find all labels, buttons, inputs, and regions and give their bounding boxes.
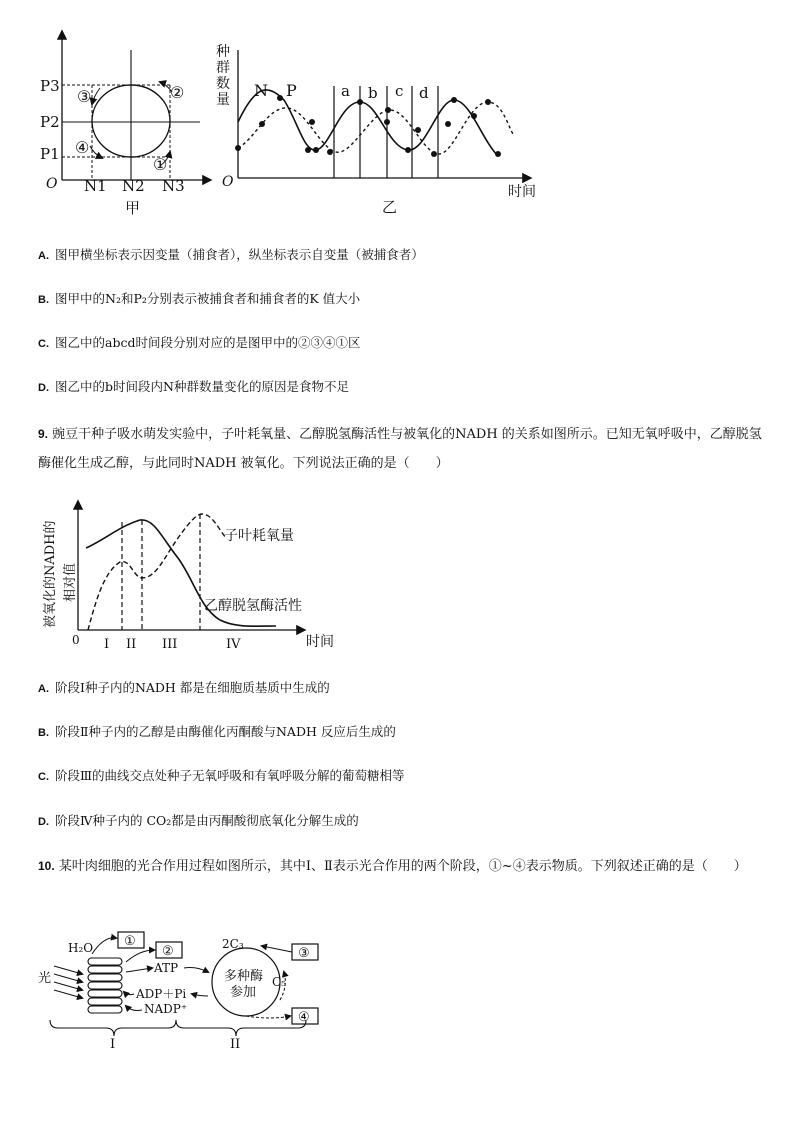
jia-region-1: ① — [153, 155, 168, 174]
yi-period-c: c — [395, 82, 404, 100]
q8-option-a[interactable]: A. 图甲横坐标表示因变量（捕食者），纵坐标表示自变量（被捕食者） — [38, 247, 424, 262]
jia-region-4: ④ — [75, 138, 90, 157]
q8-option-d[interactable]: D. 图乙中的b时间段内N种群数量变化的原因是食物不足 — [38, 379, 349, 394]
q9-label-oxygen: 子叶耗氧量 — [224, 528, 294, 544]
q10-c5: C₅ — [272, 975, 286, 989]
q9-option-b[interactable]: B. 阶段Ⅱ种子内的乙醇是由酶催化丙酮酸与NADH 反应后生成的 — [38, 724, 396, 739]
q9-stage-4: IV — [226, 637, 241, 652]
yi-period-d: d — [419, 84, 429, 102]
yi-period-b: b — [368, 84, 378, 102]
q10-enzyme-1: 多种酶 — [224, 969, 264, 984]
q9-stage-3: III — [162, 637, 178, 652]
yi-ylabel-3: 数 — [216, 76, 230, 92]
q10-light: 光 — [38, 971, 52, 986]
yi-ylabel-2: 群 — [216, 60, 230, 76]
yi-caption: 乙 — [382, 198, 398, 216]
q10-atp: ATP — [154, 961, 179, 975]
q9-ylabel-1: 被氧化的NADH的 — [43, 520, 58, 628]
figure-yi — [212, 40, 552, 218]
jia-xtick-n3: N3 — [162, 177, 185, 195]
q8-option-b[interactable]: B. 图甲中的N₂和P₂分别表示被捕食者和捕食者的K 值大小 — [38, 291, 361, 306]
q9-origin: 0 — [72, 633, 80, 647]
q10-stage-1: I — [110, 1037, 116, 1052]
yi-curve-p — [238, 102, 514, 154]
q10-enzyme-2: 参加 — [230, 985, 257, 1000]
q10-stage-2: II — [230, 1037, 241, 1052]
q9-xlabel: 时间 — [306, 634, 334, 650]
jia-origin: O — [46, 176, 58, 192]
jia-xtick-n1: N1 — [84, 177, 107, 195]
q10-h2o: H₂O — [68, 941, 94, 955]
q10-box-2-label: ② — [162, 944, 174, 959]
jia-ytick-p2: P2 — [40, 113, 60, 131]
q8-option-c[interactable]: C. 图乙中的abcd时间段分别对应的是图甲中的②③④①区 — [38, 335, 361, 350]
jia-region-2: ② — [170, 83, 185, 102]
jia-xtick-n2: N2 — [122, 177, 145, 195]
q9-option-d[interactable]: D. 阶段Ⅳ种子内的 CO₂都是由丙酮酸彻底氧化分解生成的 — [38, 813, 359, 828]
figure-q10 — [36, 926, 336, 1052]
q10-c3: 2C₃ — [222, 937, 244, 951]
q10-adp: ADP＋Pi — [136, 987, 187, 1001]
q9-stage-1: I — [104, 637, 110, 652]
yi-label-p: P — [286, 81, 297, 100]
yi-label-n: N — [254, 81, 268, 100]
q9-ylabel-2: 相对值 — [63, 562, 78, 602]
brace-stage-1 — [50, 1020, 176, 1036]
q10-box-1-label: ① — [124, 934, 136, 949]
jia-region-3: ③ — [77, 87, 92, 106]
q9-stem: 9. 豌豆干种子吸水萌发实验中，子叶耗氧量、乙醇脱氢酶活性与被氧化的NADH 的关系如图所示。已知无氧呼吸中，乙醇脱氢酶催化生成乙醇，与此同时NADH 被氧化。下列说法正确的是（ ） — [38, 427, 762, 471]
q9-option-a[interactable]: A. 阶段Ⅰ种子内的NADH 都是在细胞质基质中生成的 — [38, 680, 330, 695]
jia-ytick-p1: P1 — [40, 145, 60, 163]
q9-stage-2: II — [126, 637, 137, 652]
brace-stage-2 — [176, 1020, 306, 1036]
yi-period-a: a — [341, 82, 350, 100]
q9-label-enzyme: 乙醇脱氢酶活性 — [204, 598, 302, 614]
jia-caption: 甲 — [125, 199, 141, 217]
q10-box-3-label: ③ — [298, 946, 310, 961]
q10-nadp: NADP⁺ — [144, 1002, 188, 1016]
yi-ylabel-4: 量 — [216, 92, 230, 108]
jia-ytick-p3: P3 — [40, 77, 60, 95]
q10-stem: 10. 某叶肉细胞的光合作用过程如图所示，其中Ⅰ、Ⅱ表示光合作用的两个阶段，①~④表示物质。下列叙述正确的是（ ） — [38, 859, 747, 874]
figure-jia — [30, 28, 220, 218]
q10-box-4-label: ④ — [298, 1010, 310, 1025]
yi-origin: O — [222, 174, 234, 190]
thylakoid-stack — [88, 958, 122, 1013]
yi-xlabel: 时间 — [508, 184, 536, 200]
q9-option-c[interactable]: C. 阶段Ⅲ的曲线交点处种子无氧呼吸和有氧呼吸分解的葡萄糖相等 — [38, 768, 405, 783]
figure-q9 — [30, 498, 350, 656]
yi-ylabel-1: 种 — [216, 44, 230, 60]
